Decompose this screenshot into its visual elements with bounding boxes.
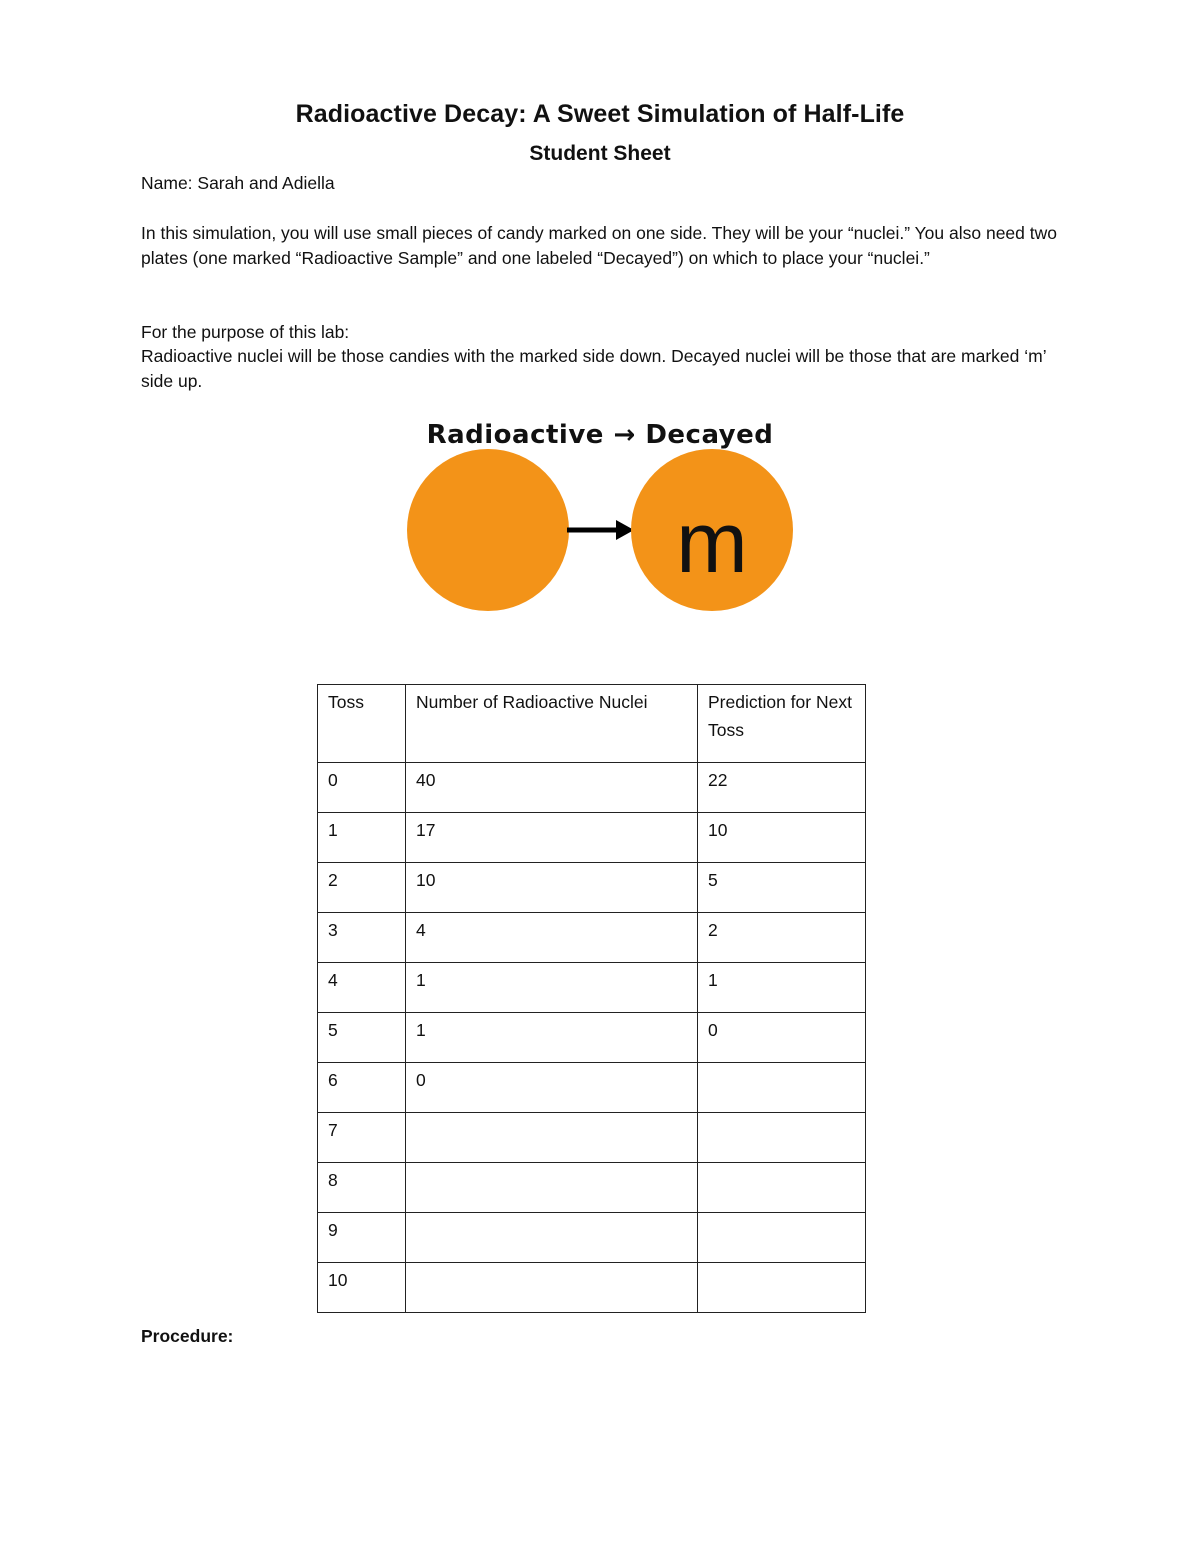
- toss-cell: 9: [318, 1213, 406, 1263]
- toss-cell: 1: [318, 813, 406, 863]
- toss-cell: 7: [318, 1113, 406, 1163]
- intro-paragraph: In this simulation, you will use small pieces of candy marked on one side. They will be your “nuclei.” You also need two plates (one marked “Radioactive Sample” and one labeled “Decayed”) on which to place your “nuclei.”: [141, 223, 1057, 268]
- prediction-cell: 10: [698, 813, 866, 863]
- nuclei-cell: [406, 1213, 698, 1263]
- decay-diagram: [400, 412, 800, 622]
- nuclei-cell: 17: [406, 813, 698, 863]
- toss-cell: 0: [318, 763, 406, 813]
- nuclei-cell: 40: [406, 763, 698, 813]
- header-prediction: Prediction for Next Toss: [698, 685, 866, 763]
- nuclei-cell: [406, 1163, 698, 1213]
- prediction-cell: [698, 1063, 866, 1113]
- nuclei-cell: 1: [406, 1013, 698, 1063]
- student-name-line: Name: Sarah and Adiella: [141, 173, 335, 193]
- toss-cell: 10: [318, 1263, 406, 1313]
- table-row: [318, 813, 866, 863]
- toss-cell: 3: [318, 913, 406, 963]
- toss-cell: 5: [318, 1013, 406, 1063]
- purpose-heading: For the purpose of this lab:: [141, 322, 350, 342]
- table-row: [318, 913, 866, 963]
- nuclei-cell: 10: [406, 863, 698, 913]
- prediction-cell: [698, 1113, 866, 1163]
- table-row: [318, 1063, 866, 1113]
- prediction-cell: 5: [698, 863, 866, 913]
- prediction-cell: [698, 1263, 866, 1313]
- toss-cell: 8: [318, 1163, 406, 1213]
- table-row: [318, 963, 866, 1013]
- prediction-cell: 2: [698, 913, 866, 963]
- toss-cell: 6: [318, 1063, 406, 1113]
- table-row: [318, 863, 866, 913]
- table-row: [318, 1263, 866, 1313]
- table-row: [318, 1213, 866, 1263]
- decayed-mark: m: [676, 495, 748, 591]
- document-subtitle: Student Sheet: [529, 142, 671, 165]
- nuclei-cell: 4: [406, 913, 698, 963]
- prediction-cell: 1: [698, 963, 866, 1013]
- toss-cell: 4: [318, 963, 406, 1013]
- header-toss: Toss: [318, 685, 406, 763]
- nuclei-cell: 1: [406, 963, 698, 1013]
- diagram-caption: Radioactive → Decayed: [426, 420, 774, 450]
- prediction-cell: [698, 1163, 866, 1213]
- nuclei-cell: 0: [406, 1063, 698, 1113]
- prediction-cell: [698, 1213, 866, 1263]
- table-row: [318, 763, 866, 813]
- prediction-cell: 22: [698, 763, 866, 813]
- nuclei-cell: [406, 1113, 698, 1163]
- table-header-row: [318, 685, 866, 763]
- decay-data-table: [317, 684, 866, 1313]
- toss-cell: 2: [318, 863, 406, 913]
- purpose-paragraph: Radioactive nuclei will be those candies with the marked side down. Decayed nuclei will be those that are marked ‘m’ side up.: [141, 346, 1046, 391]
- radioactive-candy: [407, 449, 569, 611]
- prediction-cell: 0: [698, 1013, 866, 1063]
- nuclei-cell: [406, 1263, 698, 1313]
- decay-diagram-graphic: [400, 412, 800, 622]
- header-radioactive-nuclei: Number of Radioactive Nuclei: [406, 685, 698, 763]
- document-title: Radioactive Decay: A Sweet Simulation of Half-Life: [295, 100, 905, 128]
- table-row: [318, 1113, 866, 1163]
- table-row: [318, 1013, 866, 1063]
- procedure-heading: Procedure:: [141, 1326, 234, 1346]
- table-row: [318, 1163, 866, 1213]
